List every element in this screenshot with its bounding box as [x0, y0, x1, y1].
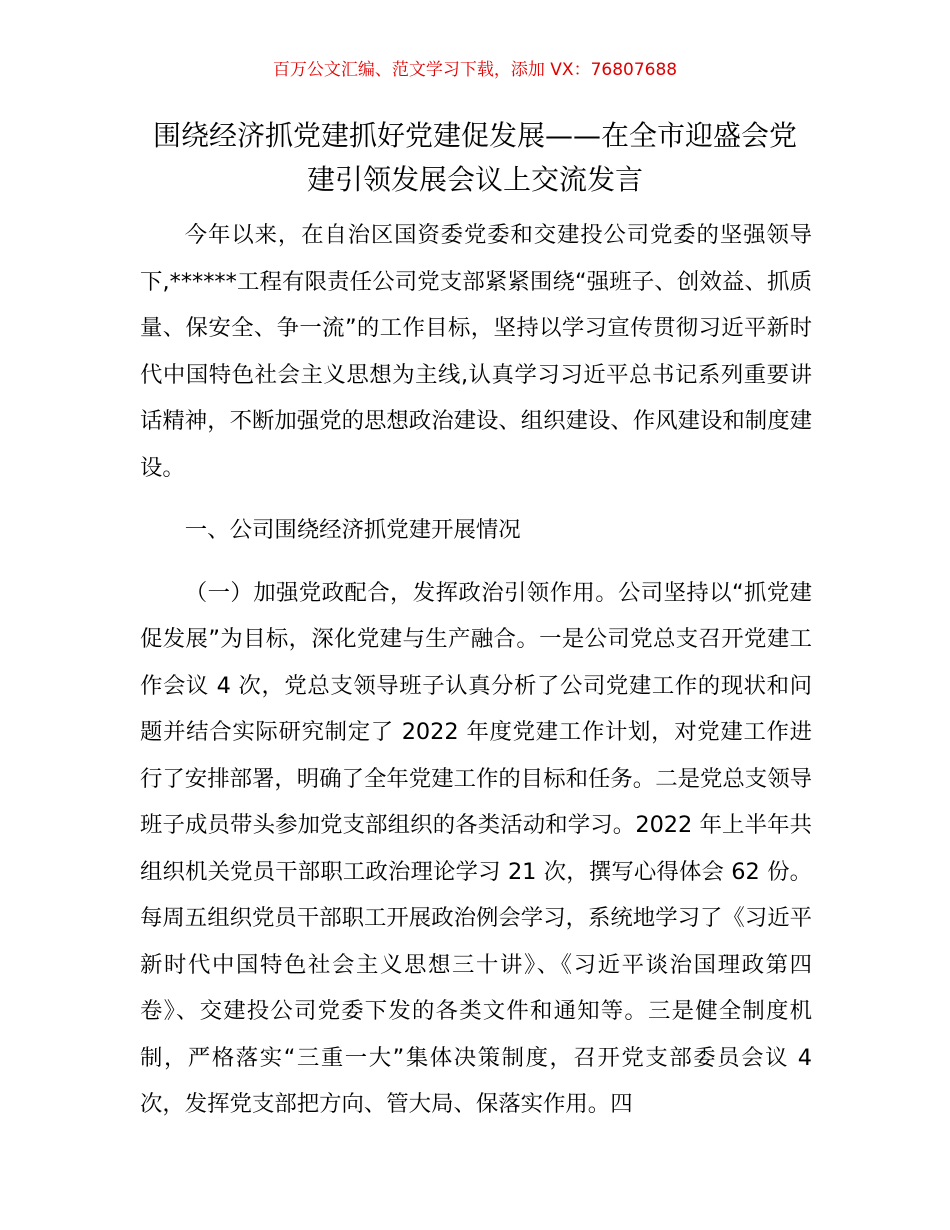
document-body	[140, 212, 812, 1128]
document-title: 围绕经济抓党建抓好党建促发展——在全市迎盛会党建引领发展会议上交流发言	[152, 119, 797, 196]
section-heading: 一、公司围绕经济抓党建开展情况	[184, 517, 521, 543]
body-paragraph: （一）加强党政配合，发挥政治引领作用。公司坚持以“抓党建促发展”为目标，深化党建与生产融合。一是公司党总支召开党建工作会议 4 次，党总支领导班子认真分析了公司党建工作的现状和问题并结合实际研究制定了 2022 年度党建工作计划，对党建工作进行了安排部署，明确了全年党建工作的目标和任务。二是党总支领导班子成员带头参加党支部组织的各类活动和学习。2022 年上半年共组织机关党员干部职工政治理论学习 21 次，撰写心得体会 62 份。每周五组织党员干部职工开展政治例会学习，系统地学习了《习近平新时代中国特色社会主义思想三十讲》、《习近平谈治国理政第四卷》、交建投公司党委下发的各类文件和通知等。三是健全制度机制，严格落实“三重一大”集体决策制度，召开党支部委员会议 4 次，发挥党支部把方向、管大局、保落实作用。四	[140, 579, 812, 1117]
intro-paragraph: 今年以来，在自治区国资委党委和交建投公司党委的坚强领导下,******工程有限责任公司党支部紧紧围绕“强班子、创效益、抓质量、保安全、争一流”的工作目标，坚持以学习宣传贯彻习近平新时代中国特色社会主义思想为主线,认真学习习近平总书记系列重要讲话精神，不断加强党的思想政治建设、组织建设、作风建设和制度建设。	[140, 222, 812, 481]
watermark-header: 百万公文汇编、范文学习下载，添加 VX：76807688	[272, 60, 678, 80]
